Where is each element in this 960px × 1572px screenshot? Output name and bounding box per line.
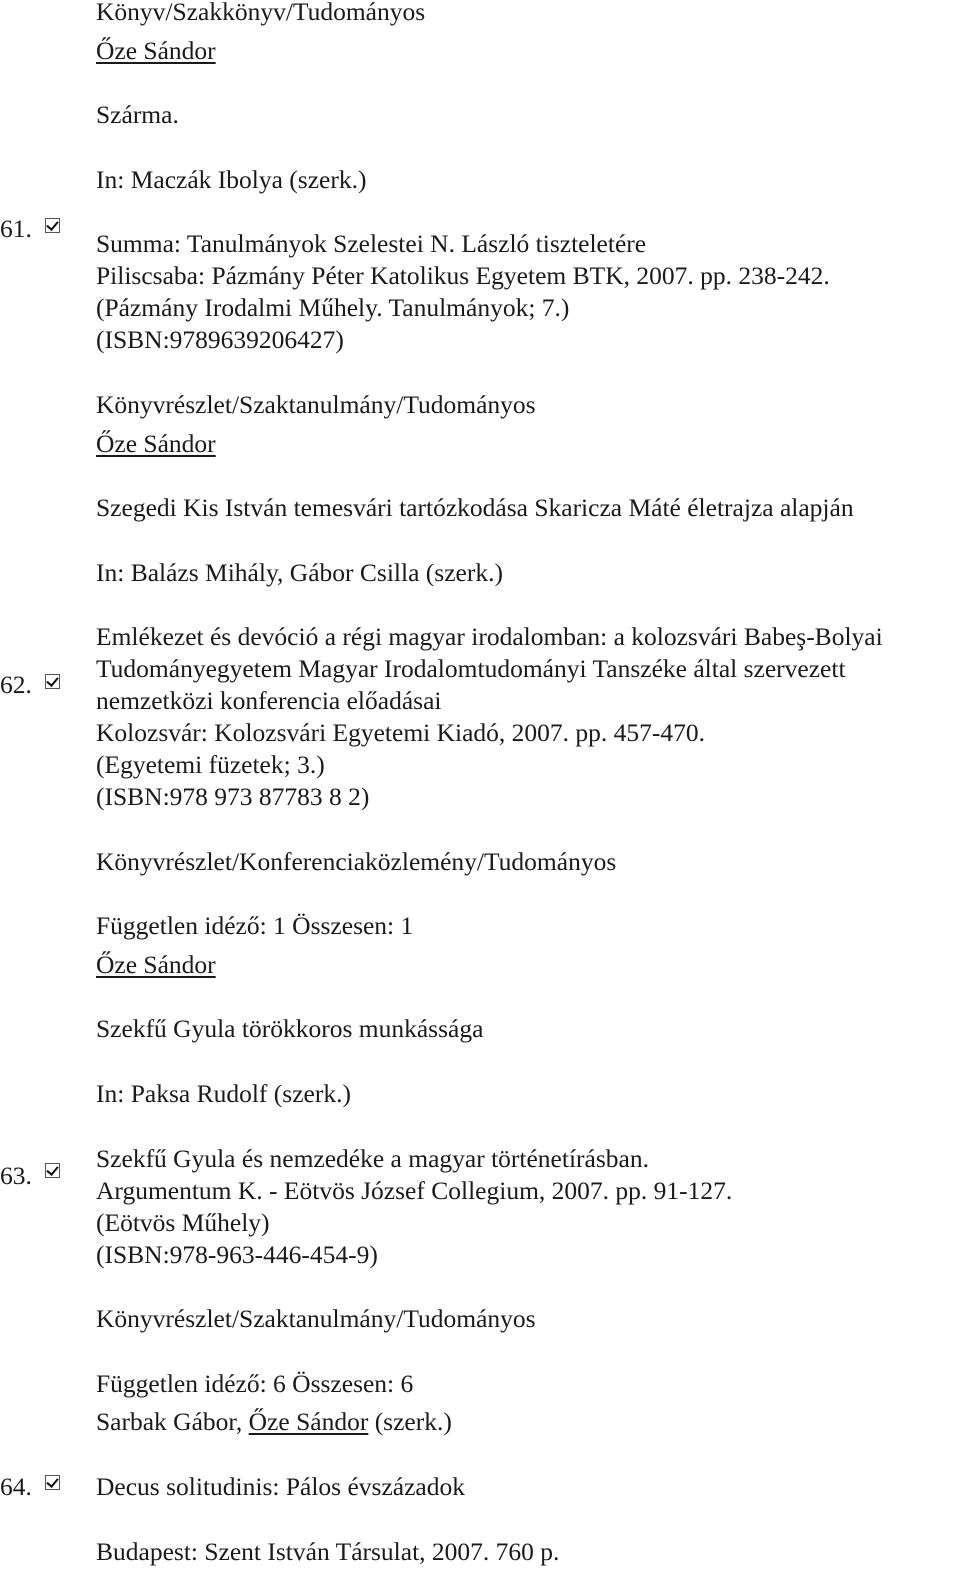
entry-61-number: 61.	[0, 214, 32, 243]
entry-63-checkbox[interactable]	[45, 1163, 60, 1178]
author-link[interactable]: Őze Sándor	[96, 950, 216, 979]
entry-62-source-3: nemzetközi konferencia előadásai	[96, 686, 442, 715]
entry-63-source-3: (Eötvös Műhely)	[96, 1208, 270, 1237]
entry-62-in: In: Balázs Mihály, Gábor Csilla (szerk.)	[96, 558, 503, 587]
entry-63-in: In: Paksa Rudolf (szerk.)	[96, 1079, 351, 1108]
entry-63-author-line	[96, 949, 216, 981]
entry-61-source-1: Summa: Tanulmányok Szelestei N. László tiszteletére	[96, 229, 647, 258]
entry-61-title: Szárma.	[96, 100, 179, 129]
entry-64-coauthor: Sarbak Gábor,	[96, 1407, 249, 1436]
entry-62-author-line	[96, 428, 216, 460]
entry-62-number: 62.	[0, 670, 32, 699]
entry-63-source-2: Argumentum K. - Eötvös József Collegium, 2007. pp. 91-127.	[96, 1176, 733, 1205]
entry-61-source-3: (Pázmány Irodalmi Műhely. Tanulmányok; 7.)	[96, 293, 570, 322]
entry-62-type: Könyvrészlet/Konferenciaközlemény/Tudományos	[96, 847, 617, 876]
entry-61-checkbox[interactable]	[45, 218, 60, 233]
entry-64-editor-suffix: (szerk.)	[368, 1407, 452, 1436]
entry-63-source-1: Szekfű Gyula és nemzedéke a magyar történetírásban.	[96, 1144, 649, 1173]
entry-62-source-4: Kolozsvár: Kolozsvári Egyetemi Kiadó, 2007. pp. 457-470.	[96, 718, 706, 747]
entry-63-title: Szekfű Gyula törökkoros munkássága	[96, 1014, 484, 1043]
entry-63-citations: Független idéző: 6 Összesen: 6	[96, 1369, 414, 1398]
entry-61-author-line	[96, 35, 216, 67]
author-link[interactable]: Őze Sándor	[96, 429, 216, 458]
entry-62-source-5: (Egyetemi füzetek; 3.)	[96, 750, 325, 779]
entry-62-title: Szegedi Kis István temesvári tartózkodása Skaricza Máté életrajza alapján	[96, 493, 854, 522]
entry-61-source-2: Piliscsaba: Pázmány Péter Katolikus Egyetem BTK, 2007. pp. 238-242.	[96, 261, 830, 290]
author-link[interactable]: Őze Sándor	[96, 36, 216, 65]
entry-64-checkbox[interactable]	[45, 1475, 60, 1490]
entry-63-type: Könyvrészlet/Szaktanulmány/Tudományos	[96, 1304, 536, 1333]
entry-61-type: Könyvrészlet/Szaktanulmány/Tudományos	[96, 390, 536, 419]
entry-64-authors-line	[96, 1406, 452, 1438]
entry-64-number: 64.	[0, 1472, 32, 1501]
entry-63-source-4: (ISBN:978-963-446-454-9)	[96, 1240, 378, 1269]
entry-62-checkbox[interactable]	[45, 674, 60, 689]
entry-62-citations: Független idéző: 1 Összesen: 1	[96, 911, 414, 940]
entry-64-title: Decus solitudinis: Pálos évszázadok	[96, 1472, 465, 1501]
author-link[interactable]: Őze Sándor	[248, 1407, 369, 1436]
entry-62-source-2: Tudományegyetem Magyar Irodalomtudományi Tanszéke által szervezett	[96, 654, 846, 683]
entry-64-publisher: Budapest: Szent István Társulat, 2007. 760 p.	[96, 1537, 560, 1566]
entry-62-source-1: Emlékezet és devóció a régi magyar irodalomban: a kolozsvári Babeş-Bolyai	[96, 622, 883, 651]
entry-62-source-6: (ISBN:978 973 87783 8 2)	[96, 782, 370, 811]
entry-61-source-4: (ISBN:9789639206427)	[96, 325, 344, 354]
entry-63-number: 63.	[0, 1161, 32, 1190]
entry-60-type: Könyv/Szakkönyv/Tudományos	[96, 0, 426, 26]
entry-61-in: In: Maczák Ibolya (szerk.)	[96, 165, 367, 194]
